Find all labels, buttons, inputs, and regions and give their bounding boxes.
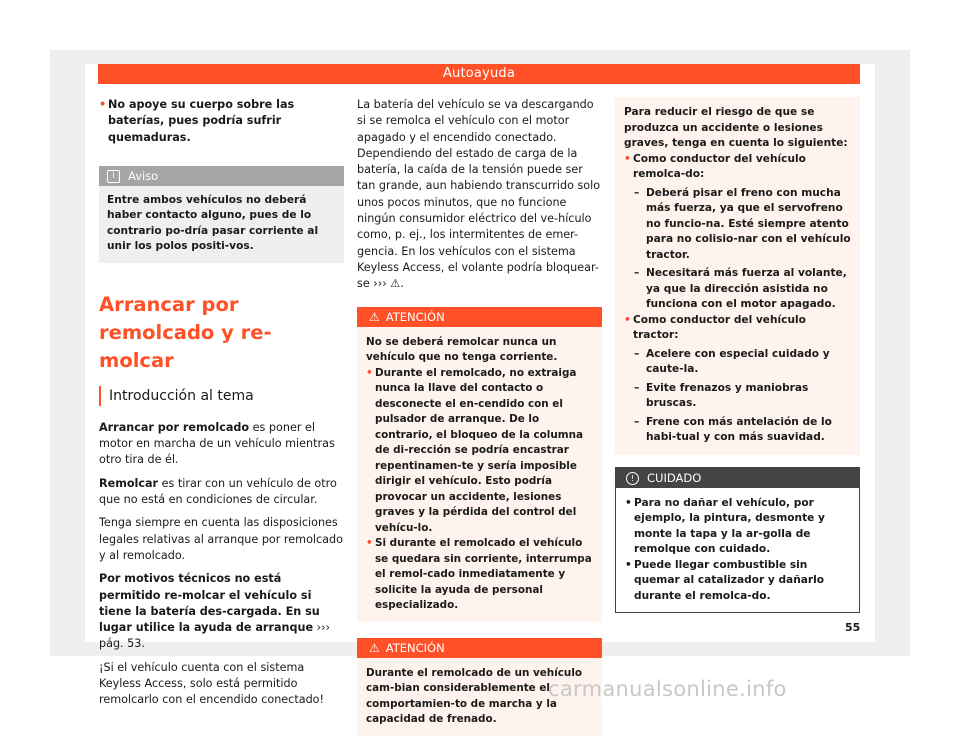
cuidado-title: CUIDADO: [647, 470, 702, 485]
cuidado-bullet: • Para no dañar el vehículo, por ejemplo, la pintura, desmonte y monte la tapa y la ar-golla de remolque con cuidado.: [625, 496, 850, 558]
atencion-body-2: Durante el remolcado de un vehículo cam-bian considerablemente el comportamien-to de marcha y la capacidad de frenado.: [366, 666, 583, 726]
warning-triangle-icon: ⚠: [369, 640, 380, 655]
section-heading: Arrancar por remolcado y re-molcar: [99, 292, 272, 372]
tractor-bullet: • Como conductor del vehículo tractor:: [624, 313, 851, 344]
paragraph-descarga: La batería del vehículo se va descargando si se remolca el vehículo con el motor apagado y el encendido conectado. Dependiendo del estado de carga de la batería, la caída de la tensión puede ser tan grande, aun habiendo transcurrido solo unos pocos minutos, que no funcione ningún consumidor eléctrico del ve-hículo como, p. ej., los intermitentes de emer-gencia. En los vehículos con el sistema Keyless Access, el volante podría bloquear-se ››› ⚠.: [357, 98, 601, 291]
atencion-title-2: ATENCIÓN: [385, 640, 445, 655]
dash-item: – Evite frenazos y maniobras bruscas.: [624, 381, 851, 412]
battery-warning-bullet: • No apoye su cuerpo sobre las baterías, pues podría sufrir quemaduras.: [99, 97, 344, 146]
paragraph-bateria: Por motivos técnicos no está permitido re-molcar el vehículo si tiene la batería des-cargada. En su lugar utilice la ayuda de arranque ››› pág. 53.: [99, 572, 331, 651]
paragraph-remolcar: Remolcar es tirar con un vehículo de otro que no está en condiciones de circular.: [99, 476, 337, 507]
aviso-text: Entre ambos vehículos no deberá haber contacto alguno, pues de lo contrario po-dría pasar corriente al unir los polos positi-vos.: [99, 186, 344, 263]
column-left: [99, 97, 344, 716]
aviso-box: [99, 166, 344, 263]
atencion-body-1: [357, 327, 602, 622]
paragraph-keyless: ¡Si el vehículo cuenta con el sistema Keyless Access, solo está permitido remolcarlo con el encendido conectado!: [99, 660, 324, 707]
subheading: Introducción al tema: [99, 386, 344, 406]
remolcado-bullet: • Como conductor del vehículo remolca-do:: [624, 152, 851, 183]
dash-item: – Acelere con especial cuidado y caute-la.: [624, 347, 851, 378]
column-middle: [357, 97, 602, 752]
cuidado-box: [615, 467, 860, 614]
paragraph-arrancar: Arrancar por remolcado es poner el motor en marcha de un vehículo mientras otro tira de él.: [99, 420, 335, 467]
atencion-header-1: [357, 307, 602, 327]
atencion-bullet: • Si durante el remolcado el vehículo se quedara sin corriente, interrumpa el remol-cado inmediatamente y solicite la ayuda de personal especializado.: [366, 536, 593, 614]
dash-item: – Frene con más antelación de lo habi-tual y con más suavidad.: [624, 415, 851, 446]
page-number: 55: [845, 621, 861, 634]
watermark: carmanualsonline.info: [548, 677, 787, 701]
dash-item: – Deberá pisar el freno con mucha más fuerza, ya que el servofreno no funcio-na. Esté siempre atento para no colisio-nar con el vehículo tractor.: [624, 186, 851, 264]
info-icon: i: [107, 170, 120, 183]
notice-circle-icon: !: [626, 472, 639, 485]
aviso-header: [99, 166, 344, 186]
atencion-header-2: [357, 638, 602, 658]
aviso-title: Aviso: [128, 168, 159, 183]
page-link[interactable]: ››› pág. 53.: [99, 621, 331, 651]
warning-triangle-icon: ⚠: [369, 309, 380, 324]
atencion-box-1: [357, 307, 602, 622]
atencion-bullet: • Durante el remolcado, no extraiga nunca la llave del contacto o desconecte el en-cendido con el pulsador de arranque. De lo contrario, el bloqueo de la columna de di-rección se podría encastrar repentinamen-te y sería imposible dirigir el vehículo. Esto podría provocar un accidente, lesiones graves y la pérdida del control del vehícu-lo.: [366, 366, 593, 537]
atencion-title-1: ATENCIÓN: [385, 309, 445, 324]
paragraph-disposiciones: Tenga siempre en cuenta las disposiciones legales relativas al arranque por remolcado y al remolcado.: [99, 516, 343, 562]
continued-intro: Para reducir el riesgo de que se produzca un accidente o lesiones graves, tenga en cuenta lo siguiente:: [624, 106, 848, 149]
cuidado-body: [616, 488, 859, 613]
atencion-intro: No se deberá remolcar nunca un vehículo que no tenga corriente.: [366, 335, 558, 364]
dash-item: – Necesitará más fuerza al volante, ya que la dirección asistida no funciona con el motor apagado.: [624, 266, 851, 313]
cuidado-header: [616, 468, 859, 488]
column-right: [615, 97, 860, 613]
cuidado-bullet: • Puede llegar combustible sin quemar al catalizador y dañarlo durante el remolca-do.: [625, 558, 850, 605]
section-header: Autoayuda: [98, 64, 860, 84]
continued-warning-box: [615, 97, 860, 455]
warning-link[interactable]: ››› ⚠.: [369, 277, 404, 291]
